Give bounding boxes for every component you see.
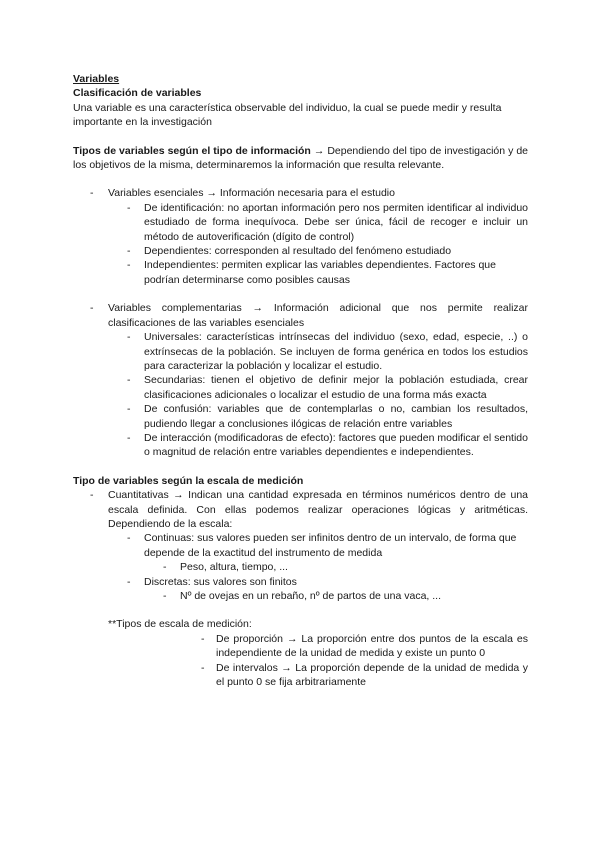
- bullet-dash: -: [201, 661, 205, 674]
- list-item-discretas: [127, 575, 528, 589]
- bullet-dash: -: [90, 302, 94, 315]
- list-item: [163, 589, 528, 603]
- continuas-example: Peso, altura, tiempo, ...: [180, 561, 288, 574]
- doc-subtitle: Clasificación de variables: [73, 87, 202, 100]
- bullet-dash: -: [163, 561, 167, 574]
- bullet-dash: -: [127, 259, 131, 272]
- discretas-text: Discretas: sus valores son finitos: [144, 575, 297, 588]
- list-item: [163, 560, 528, 574]
- discretas-example: Nº de ovejas en un rebaño, nº de partos de una vaca, ...: [180, 590, 442, 602]
- document-page: [73, 72, 528, 689]
- complementarias-item: Secundarias: tienen el objetivo de definir mejor la población estudiada, crear clasificaciones adicionales o localizar el estudio de una forma más exacta: [144, 374, 528, 401]
- bullet-dash: -: [127, 201, 131, 214]
- bullet-dash: -: [163, 590, 167, 602]
- complementarias-item: De interacción (modificadoras de efecto): factores que pueden modificar el sentido o magnitud de relación entre variables dependientes e independientes.: [144, 431, 528, 459]
- escala-heading: Tipo de variables según la escala de medición: [73, 474, 304, 487]
- tipos-escala-heading: **Tipos de escala de medición:: [108, 618, 252, 631]
- bullet-dash: -: [90, 187, 94, 200]
- bullet-dash: -: [127, 532, 131, 545]
- esenciales-label: Variables esenciales → Información necesaria para el estudio: [108, 187, 395, 200]
- esenciales-item: Dependientes: corresponden al resultado del fenómeno estudiado: [144, 245, 452, 258]
- bullet-dash: -: [90, 489, 94, 502]
- list-item: [127, 330, 528, 373]
- list-item-proporcion: [201, 632, 528, 661]
- complementarias-item: Universales: características intrínsecas del individuo (sexo, edad, especie, ..) o extrínsecas de la población. Se incluyen de forma genérica en todos los estudios para caracterizar la población y localizar el estudio.: [144, 331, 528, 372]
- list-item-cuantitativas: [90, 488, 528, 531]
- list-item: [127, 201, 528, 244]
- doc-title: Variables: [73, 73, 120, 85]
- esenciales-item: De identificación: no aportan información pero nos permiten identificar al individuo estudiado de forma inequívoca. Debe ser única, fácil de recoger e incluir un método de autoverificación (dígito de control): [144, 201, 528, 243]
- info-paragraph: [73, 144, 528, 173]
- list-item-complementarias: [90, 301, 528, 330]
- list-item-intervalos: [201, 661, 528, 690]
- bullet-dash: -: [127, 403, 131, 416]
- info-heading: Tipos de variables según el tipo de información: [73, 144, 311, 157]
- intro-paragraph: Una variable es una característica observable del individuo, la cual se puede medir y resulta importante en la investigación: [73, 101, 502, 129]
- info-text: → Dependiendo del tipo de investigación y de los objetivos de la misma, determinaremos la información que resulta relevante.: [73, 144, 529, 172]
- complementarias-label: Variables complementarias → Información adicional que nos permite realizar clasificaciones de las variables esenciales: [108, 302, 528, 329]
- proporcion-text: De proporción → La proporción entre dos puntos de la escala es independiente de la unidad de medida y existe un punto 0: [216, 632, 528, 660]
- bullet-dash: -: [127, 374, 131, 387]
- list-item: [127, 431, 528, 460]
- list-item-continuas: [127, 531, 528, 560]
- cuantitativas-text: Cuantitativas → Indican una cantidad expresada en términos numéricos dentro de una escala definida. Con ellas podemos realizar operaciones lógicas y aritméticas. Dependiendo de la escala:: [108, 489, 528, 530]
- bullet-dash: -: [127, 431, 131, 444]
- intervalos-text: De intervalos → La proporción depende de la unidad de medida y el punto 0 se fija arbitrariamente: [216, 661, 528, 689]
- list-item: [127, 258, 528, 287]
- list-item-esenciales: [90, 186, 528, 200]
- esenciales-item: Independientes: permiten explicar las variables dependientes. Factores que podrían determinarse como posibles causas: [144, 259, 496, 286]
- bullet-dash: -: [201, 632, 205, 645]
- complementarias-item: De confusión: variables que de contemplarlas o no, cambian los resultados, pudiendo llegar a conclusiones ilógicas de relación entre variables: [144, 403, 528, 430]
- bullet-dash: -: [127, 245, 131, 258]
- list-item: [127, 402, 528, 431]
- bullet-dash: -: [127, 331, 131, 344]
- bullet-dash: -: [127, 575, 131, 588]
- continuas-text: Continuas: sus valores pueden ser infinitos dentro de un intervalo, de forma que depende de la exactitud del instrumento de medida: [144, 532, 517, 559]
- list-item: [127, 244, 528, 258]
- list-item: [127, 373, 528, 402]
